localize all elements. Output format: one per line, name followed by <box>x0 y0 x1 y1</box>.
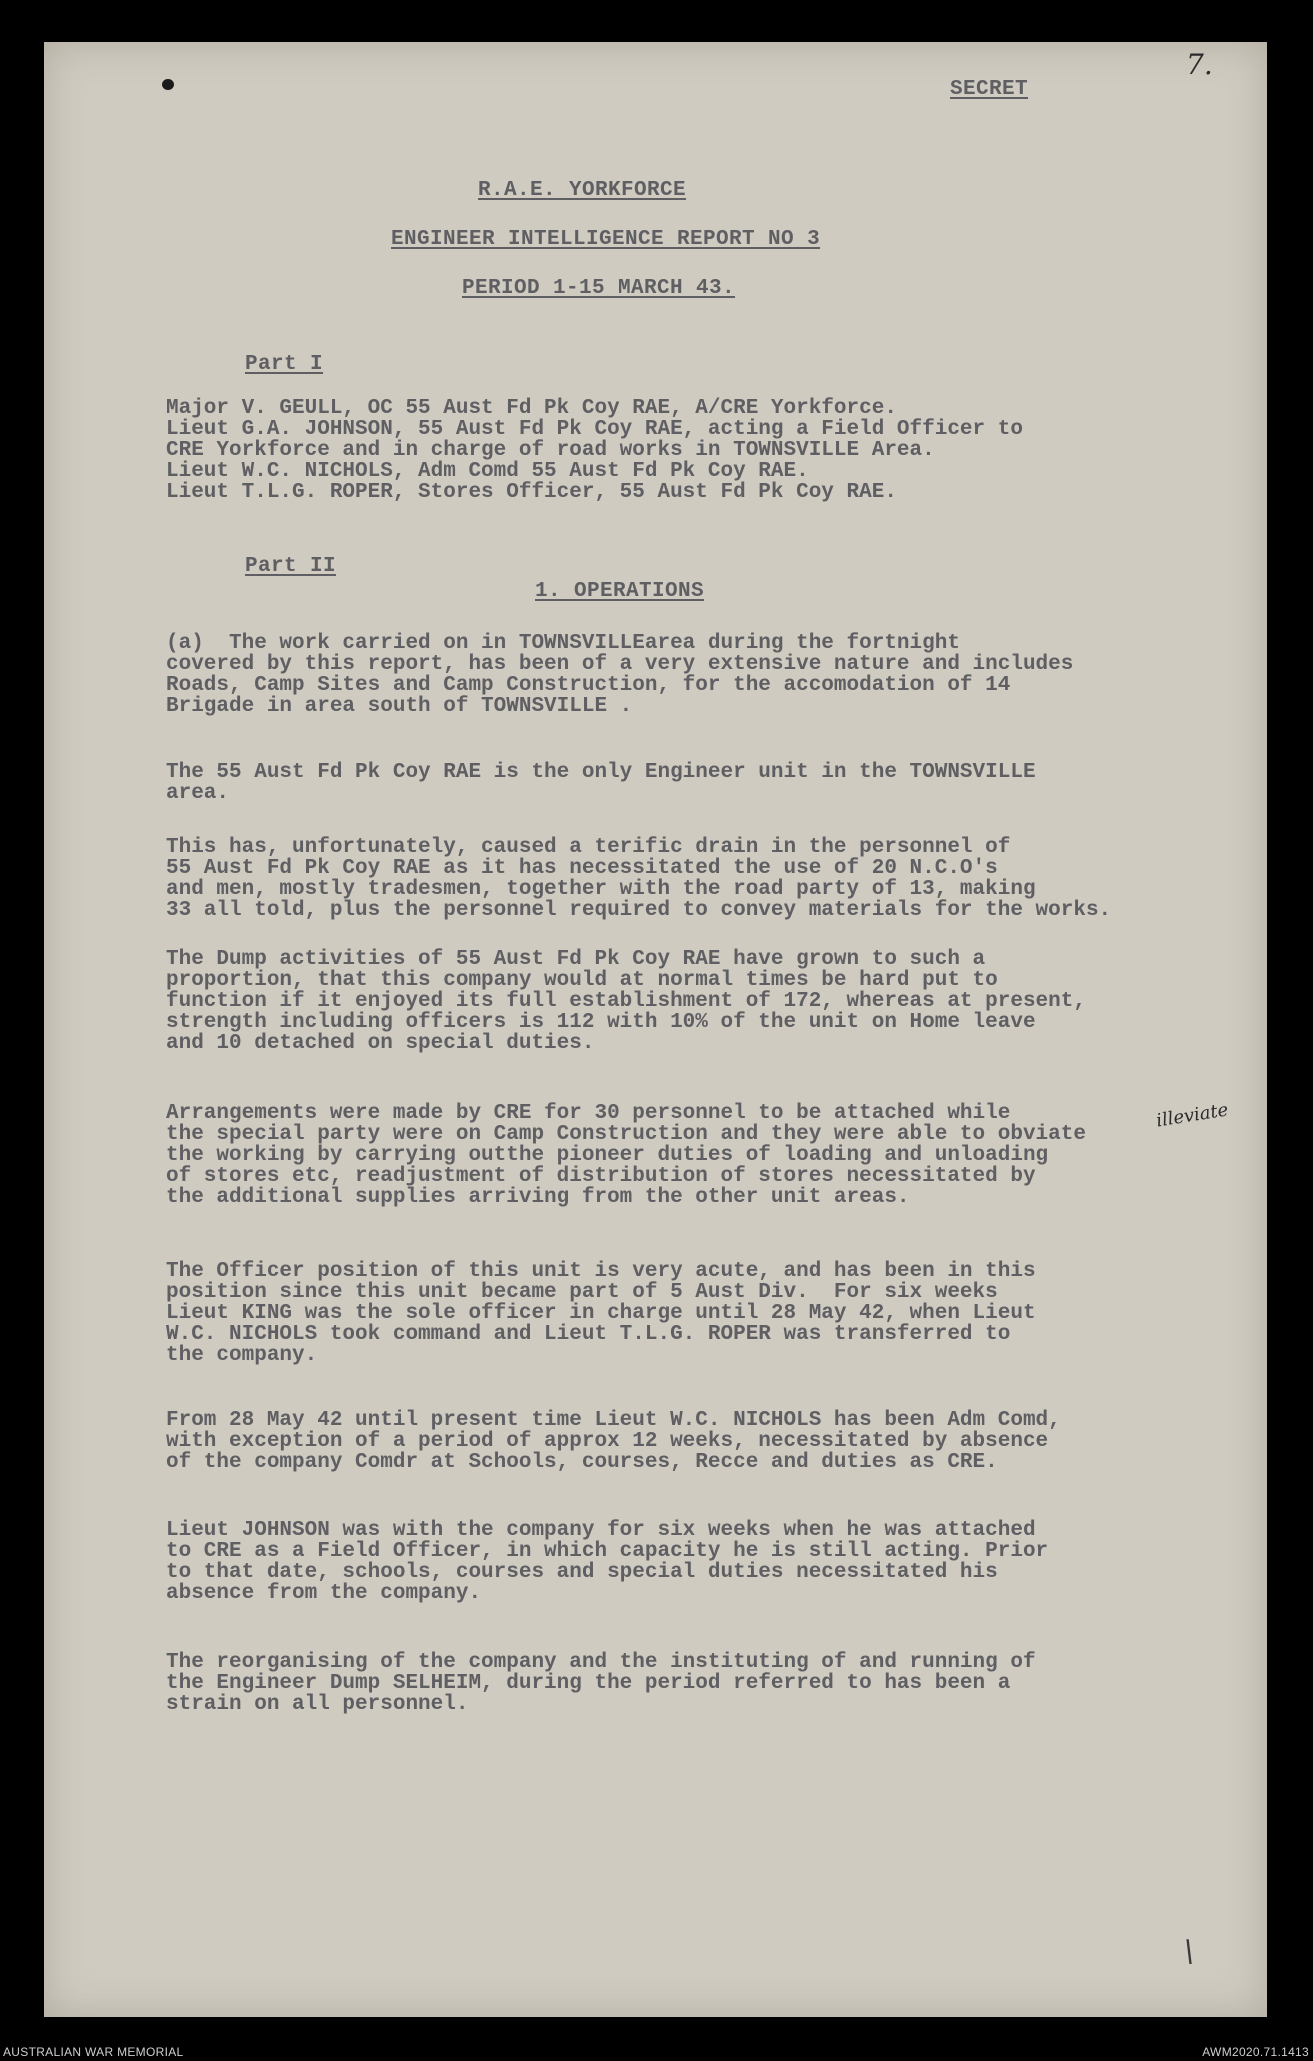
ink-blot <box>162 79 174 90</box>
paragraph-line: area. <box>166 782 230 805</box>
paragraph-line: (a) The work carried on in TOWNSVILLEarea during the fortnight <box>166 632 960 655</box>
personnel-line: Major V. GEULL, OC 55 Aust Fd Pk Coy RAE, A/CRE Yorkforce. <box>166 397 897 420</box>
document-page <box>44 42 1267 2017</box>
paragraph-line: 55 Aust Fd Pk Coy RAE as it has necessitated the use of 20 N.C.O's <box>166 857 998 880</box>
paragraph-line: the company. <box>166 1344 318 1367</box>
paragraph-line: of stores etc, readjustment of distribution of stores necessitated by <box>166 1165 1036 1188</box>
paragraph-line: and men, mostly tradesmen, together with the road party of 13, making <box>166 878 1036 901</box>
operations-section-title: 1. OPERATIONS <box>535 580 705 603</box>
personnel-line: Lieut G.A. JOHNSON, 55 Aust Fd Pk Coy RAE, acting a Field Officer to <box>166 418 1023 441</box>
operations-paragraph-drain <box>166 837 1111 921</box>
paragraph-line: and 10 detached on special duties. <box>166 1032 595 1055</box>
operations-paragraph-reorganising <box>166 1652 1036 1715</box>
operations-paragraph-unit <box>166 762 1036 804</box>
paragraph-line: strain on all personnel. <box>166 1693 469 1716</box>
personnel-line: CRE Yorkforce and in charge of road works in TOWNSVILLE Area. <box>166 439 935 462</box>
paragraph-line: The reorganising of the company and the instituting of and running of <box>166 1651 1036 1674</box>
paragraph-line: Lieut JOHNSON was with the company for six weeks when he was attached <box>166 1519 1036 1542</box>
report-heading-unit: R.A.E. YORKFORCE <box>478 179 687 202</box>
operations-paragraph-officers <box>166 1261 1036 1366</box>
paragraph-line: Brigade in area south of TOWNSVILLE . <box>166 695 633 718</box>
operations-paragraph-command <box>166 1410 1061 1473</box>
paragraph-line: absence from the company. <box>166 1582 482 1605</box>
bottom-pencil-mark: \ <box>1184 1934 1195 1969</box>
operations-paragraph-arrangements <box>166 1103 1086 1208</box>
paragraph-line: the additional supplies arriving from the other unit areas. <box>166 1186 910 1209</box>
paragraph-line: 33 all told, plus the personnel required to convey materials for the works. <box>166 899 1112 922</box>
paragraph-line: to CRE as a Field Officer, in which capacity he is still acting. Prior <box>166 1540 1049 1563</box>
footer-source-label: AUSTRALIAN WAR MEMORIAL <box>3 2045 184 2059</box>
paragraph-line: the special party were on Camp Construction and they were able to obviate <box>166 1123 1086 1146</box>
handwritten-correction: illeviate <box>1154 1099 1230 1132</box>
report-heading-period: PERIOD 1-15 MARCH 43. <box>462 277 736 300</box>
operations-paragraph-johnson <box>166 1520 1048 1604</box>
paragraph-line: proportion, that this company would at normal times be hard put to <box>166 969 998 992</box>
part-one-personnel <box>166 398 1023 503</box>
paragraph-line: Arrangements were made by CRE for 30 personnel to be attached while <box>166 1102 1011 1125</box>
paragraph-line: Lieut KING was the sole officer in charge until 28 May 42, when Lieut <box>166 1302 1036 1325</box>
paragraph-line: the Engineer Dump SELHEIM, during the period referred to has been a <box>166 1672 1011 1695</box>
paragraph-line: the working by carrying outthe pioneer duties of loading and unloading <box>166 1144 1049 1167</box>
paragraph-line: covered by this report, has been of a very extensive nature and includes <box>166 653 1074 676</box>
paragraph-line: The Officer position of this unit is very acute, and has been in this <box>166 1260 1036 1283</box>
personnel-line: Lieut T.L.G. ROPER, Stores Officer, 55 Aust Fd Pk Coy RAE. <box>166 481 897 504</box>
part-one-title: Part I <box>245 353 324 376</box>
paragraph-line: of the company Comdr at Schools, courses, Recce and duties as CRE. <box>166 1451 998 1474</box>
part-two-title: Part II <box>245 555 337 578</box>
paragraph-line: with exception of a period of approx 12 weeks, necessitated by absence <box>166 1430 1049 1453</box>
paragraph-line: to that date, schools, courses and special duties necessitated his <box>166 1561 998 1584</box>
personnel-line: Lieut W.C. NICHOLS, Adm Comd 55 Aust Fd Pk Coy RAE. <box>166 460 809 483</box>
paragraph-line: The 55 Aust Fd Pk Coy RAE is the only Engineer unit in the TOWNSVILLE <box>166 761 1036 784</box>
paragraph-line: W.C. NICHOLS took command and Lieut T.L.G. ROPER was transferred to <box>166 1323 1011 1346</box>
paragraph-line: The Dump activities of 55 Aust Fd Pk Coy RAE have grown to such a <box>166 948 986 971</box>
paragraph-line: This has, unfortunately, caused a terific drain in the personnel of <box>166 836 1011 859</box>
report-heading-title: ENGINEER INTELLIGENCE REPORT NO 3 <box>391 228 821 251</box>
classification-stamp: SECRET <box>950 78 1029 101</box>
operations-paragraph-a <box>166 633 1073 717</box>
page-number: 7. <box>1186 48 1213 81</box>
paragraph-line: strength including officers is 112 with 10% of the unit on Home leave <box>166 1011 1036 1034</box>
paragraph-line: From 28 May 42 until present time Lieut W.C. NICHOLS has been Adm Comd, <box>166 1409 1061 1432</box>
paragraph-line: Roads, Camp Sites and Camp Construction, for the accomodation of 14 <box>166 674 1011 697</box>
operations-paragraph-dump <box>166 949 1086 1054</box>
paragraph-line: position since this unit became part of 5 Aust Div. For six weeks <box>166 1281 998 1304</box>
footer-accession-number: AWM2020.71.1413 <box>1202 2045 1309 2059</box>
paragraph-line: function if it enjoyed its full establishment of 172, whereas at present, <box>166 990 1086 1013</box>
